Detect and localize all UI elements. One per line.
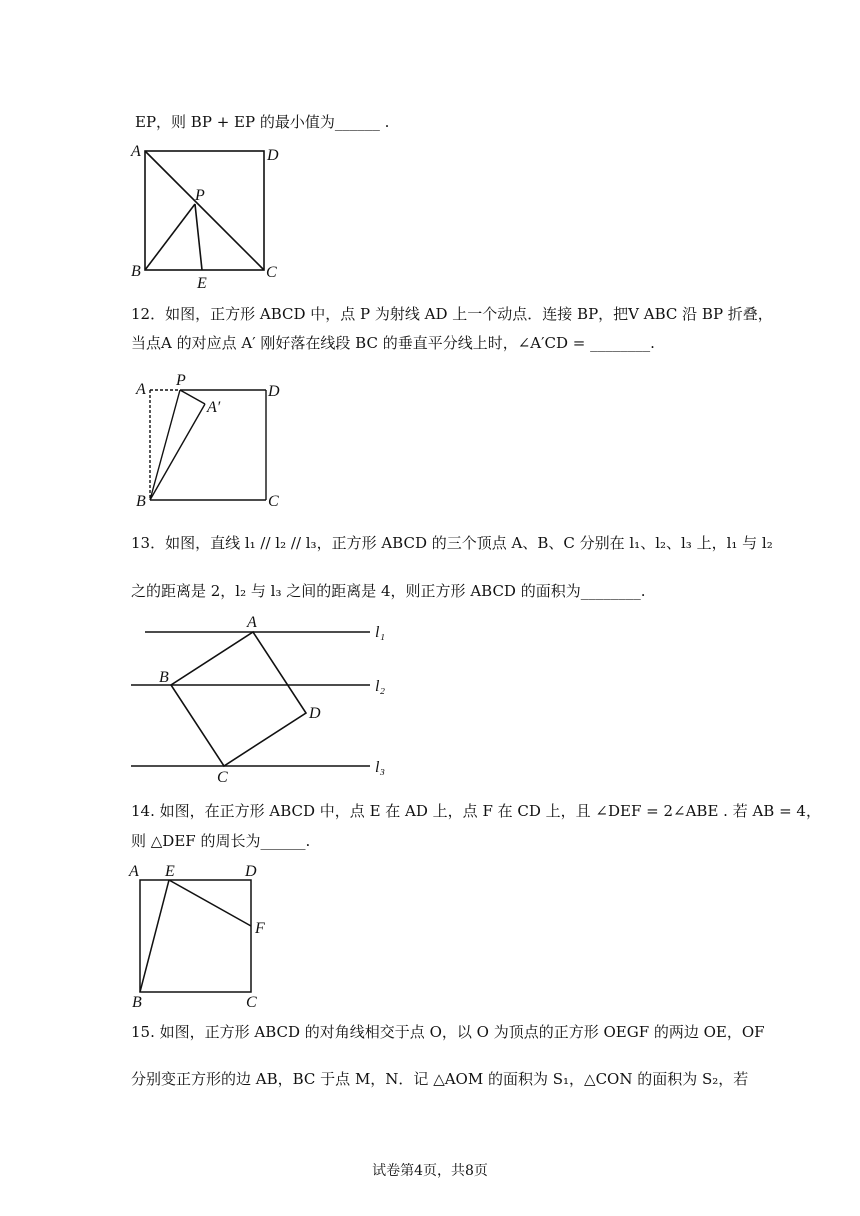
q12-figure — [130, 368, 300, 513]
q13-label-b: B — [159, 669, 169, 686]
q12-label-b: B — [136, 493, 146, 510]
q13-label-c: C — [217, 769, 228, 786]
q11-label-c: C — [266, 264, 277, 281]
q14-label-c: C — [246, 994, 257, 1011]
q15-line1: 15. 如图，正方形 ABCD 的对角线相交于点 O，以 O 为顶点的正方形 OEGF 的两边 OE，OF — [131, 1023, 765, 1041]
page-footer: 试卷第4页，共8页 — [372, 1163, 488, 1179]
q13-label-a: A — [247, 614, 257, 631]
q14-line2: 则 △DEF 的周长为______. — [131, 832, 311, 850]
q12-line2: 当点A 的对应点 A′ 刚好落在线段 BC 的垂直平分线上时，∠A′CD = ________. — [131, 334, 655, 352]
q11-label-b: B — [131, 263, 141, 280]
q11-label-a: A — [131, 143, 141, 160]
q11-label-d: D — [267, 147, 279, 164]
q11-label-e: E — [197, 275, 207, 290]
q15-line2: 分别变正方形的边 AB，BC 于点 M，N．记 △AOM 的面积为 S₁，△CON 的面积为 S₂，若 — [131, 1070, 749, 1088]
q14-label-f: F — [255, 920, 265, 937]
q12-label-a-prime: A′ — [207, 399, 221, 416]
q12-label-a: A — [136, 381, 146, 398]
q12-label-p: P — [176, 372, 186, 389]
q11-label-p: P — [195, 187, 205, 204]
q12-line1: 12．如图，正方形 ABCD 中，点 P 为射线 AD 上一个动点．连接 BP，把V ABC 沿 BP 折叠， — [131, 305, 773, 323]
q12-label-d: D — [268, 383, 280, 400]
q13-label-l2: l₂ — [375, 678, 386, 695]
q14-label-b: B — [132, 994, 142, 1011]
q13-line1: 13．如图，直线 l₁ // l₂ // l₃，正方形 ABCD 的三个顶点 A、B、C 分别在 l₁、l₂、l₃ 上，l₁ 与 l₂ — [131, 534, 773, 552]
q14-figure — [125, 858, 285, 1013]
q14-label-e: E — [165, 863, 175, 880]
q11-figure — [125, 140, 295, 290]
q14-label-d: D — [245, 863, 257, 880]
q14-label-a: A — [129, 863, 139, 880]
q11-text: EP，则 BP + EP 的最小值为______ . — [135, 113, 390, 131]
q13-label-l3: l₃ — [375, 759, 386, 776]
q13-label-d: D — [309, 705, 321, 722]
q13-label-l1: l₁ — [375, 624, 386, 641]
q13-line2: 之的距离是 2，l₂ 与 l₃ 之间的距离是 4，则正方形 ABCD 的面积为________. — [131, 582, 646, 600]
q12-label-c: C — [268, 493, 279, 510]
q14-line1: 14. 如图，在正方形 ABCD 中，点 E 在 AD 上，点 F 在 CD 上，且 ∠DEF = 2∠ABE . 若 AB = 4， — [131, 802, 821, 820]
q13-figure — [125, 610, 405, 790]
